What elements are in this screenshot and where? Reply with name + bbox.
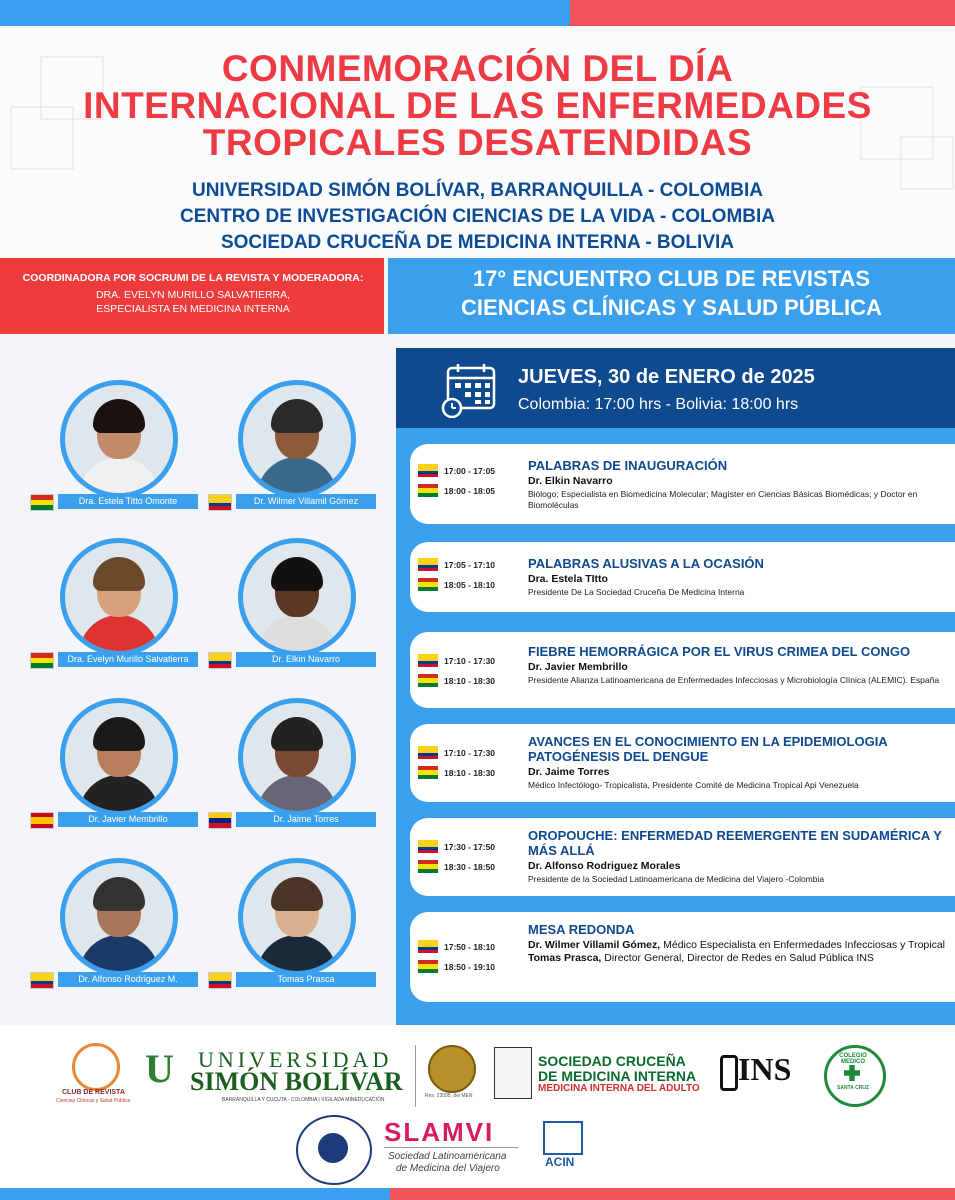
time-bolivia: 18:30 - 18:50 <box>444 862 496 872</box>
coordinator-role: ESPECIALISTA EN MEDICINA INTERNA <box>96 303 290 315</box>
agenda-speaker: Dr. Javier Membrillo <box>528 661 628 673</box>
slamvi-sub1: Sociedad Latinoamericana <box>388 1151 507 1162</box>
date-band <box>396 348 955 428</box>
agenda-item <box>410 632 955 708</box>
speaker-photo <box>65 385 173 493</box>
bolivia-flag-icon <box>418 484 438 497</box>
agenda-item <box>410 444 955 524</box>
agenda-title: AVANCES EN EL CONOCIMIENTO EN LA EPIDEMIOLOGIA PATOGÉNESIS DEL DENGUE <box>528 734 888 764</box>
venezuela-flag-icon <box>208 812 232 829</box>
speaker-photo <box>243 543 351 651</box>
agenda-item <box>410 724 955 802</box>
time-bolivia: 18:10 - 18:30 <box>444 676 496 686</box>
slamvi-text: SLAMVI <box>384 1117 495 1147</box>
speaker-photo-ring <box>60 698 178 816</box>
speaker-card <box>30 858 200 988</box>
title-line: INTERNACIONAL DE LAS ENFERMEDADES <box>83 85 872 126</box>
agenda-description: Presidente De La Sociedad Cruceña De Medicina Interna <box>528 587 745 597</box>
speaker-card <box>208 858 378 988</box>
speaker-photo-ring <box>238 858 356 976</box>
bolivia-flag-icon <box>418 578 438 591</box>
time-colombia: 17:10 - 17:30 <box>444 656 496 666</box>
speaker-photo <box>65 703 173 811</box>
speaker-photo <box>243 703 351 811</box>
speaker-photo-ring <box>238 698 356 816</box>
colombia-flag-icon <box>418 464 438 477</box>
speaker-card <box>208 698 378 828</box>
bolivia-flag-icon <box>30 494 54 511</box>
bottom-blue-bar <box>0 1188 390 1200</box>
institution-line: UNIVERSIDAD SIMÓN BOLÍVAR, BARRANQUILLA - COLOMBIA <box>191 180 764 201</box>
socrumi-line1: SOCIEDAD CRUCEÑA <box>538 1053 686 1069</box>
top-blue-bar <box>0 0 570 26</box>
speaker-photo <box>65 543 173 651</box>
bolivia-flag-icon <box>30 652 54 669</box>
time-bolivia: 18:10 - 18:30 <box>444 768 496 778</box>
socrumi-logo-icon <box>494 1047 532 1099</box>
agenda-item <box>410 912 955 1002</box>
colombia-flag-icon <box>418 654 438 667</box>
event-line: 17° ENCUENTRO CLUB DE REVISTAS <box>472 266 871 291</box>
socrumi-line3: MEDICINA INTERNA DEL ADULTO <box>538 1083 700 1094</box>
panelist-description: Director General, Director de Redes en Salud Pública INS <box>604 952 874 964</box>
socrumi-line2: DE MEDICINA INTERNA <box>538 1068 697 1084</box>
bolivia-flag-icon <box>418 860 438 873</box>
institutions-list <box>0 178 955 256</box>
time-colombia: 17:00 - 17:05 <box>444 466 496 476</box>
speaker-card <box>30 698 200 828</box>
agenda-description: Presidente de la Sociedad Latinoamericana de Medicina del Viajero -Colombia <box>528 874 825 884</box>
colombia-flag-icon <box>208 972 232 989</box>
acin-text: ACIN <box>545 1155 575 1169</box>
calendar-icon <box>440 362 498 418</box>
panelist-name: Dr. Wilmer Villamil Gómez, <box>528 939 661 951</box>
speaker-name: Tomas Prasca <box>236 972 376 987</box>
speaker-name: Dr. Jaime Torres <box>236 812 376 827</box>
sponsors-footer <box>0 1025 955 1188</box>
event-banner <box>388 258 955 334</box>
acreditacion-text: Res. 23095, del MEN <box>425 1093 473 1099</box>
coordinator-heading: COORDINADORA POR SOCRUMI DE LA REVISTA Y MODERADORA: <box>22 272 364 284</box>
speaker-photo-ring <box>60 538 178 656</box>
usb-main-text: SIMÓN BOLÍVAR <box>190 1067 403 1096</box>
time-colombia: 17:30 - 17:50 <box>444 842 496 852</box>
agenda-item <box>410 542 955 612</box>
colombia-flag-icon <box>418 746 438 759</box>
colombia-flag-icon <box>30 972 54 989</box>
time-colombia: 17:50 - 18:10 <box>444 942 496 952</box>
speaker-photo <box>243 385 351 493</box>
agenda-speaker: Dr. Jaime Torres <box>528 766 610 778</box>
bolivia-flag-icon <box>418 766 438 779</box>
title-line: CONMEMORACIÓN DEL DÍA <box>221 48 734 89</box>
speaker-card <box>208 380 378 510</box>
colegio-text: COLEGIO MEDICO <box>839 1053 867 1065</box>
institution-line: CENTRO DE INVESTIGACIÓN CIENCIAS DE LA VIDA - COLOMBIA <box>179 206 775 227</box>
agenda-description: Médico Infectólogo- Tropicalista, Presidente Comité de Medicina Tropical Api Venezuela <box>528 780 859 790</box>
globe-icon <box>318 1133 348 1163</box>
speaker-photo-ring <box>238 538 356 656</box>
panelist-name: Tomas Prasca, <box>528 952 602 964</box>
speaker-card <box>208 538 378 668</box>
colombia-flag-icon <box>418 940 438 953</box>
speaker-photo-ring <box>60 380 178 498</box>
agenda-title: MESA REDONDA <box>528 922 635 937</box>
speaker-name: Dr. Wilmer Villamil Gómez <box>236 494 376 509</box>
agenda-title: OROPOUCHE: ENFERMEDAD REEMERGENTE EN SUDAMÉRICA Y MÁS ALLÁ <box>528 828 942 858</box>
colombia-flag-icon <box>208 494 232 511</box>
time-colombia: 17:10 - 17:30 <box>444 748 496 758</box>
time-bolivia: 18:05 - 18:10 <box>444 580 496 590</box>
speaker-photo-ring <box>60 858 178 976</box>
speaker-name: Dra. Evelyn Murillo Salvatierra <box>58 652 198 667</box>
club-revista-subtitle: Ciencias Clínicas y Salud Pública <box>56 1098 131 1104</box>
time-colombia: 17:05 - 17:10 <box>444 560 496 570</box>
speaker-photo <box>243 863 351 971</box>
agenda-speaker: Dr. Elkin Navarro <box>528 475 613 487</box>
speaker-name: Dr. Alfonso Rodriguez M. <box>58 972 198 987</box>
time-bolivia: 18:50 - 19:10 <box>444 962 496 972</box>
coordinator-name: DRA. EVELYN MURILLO SALVATIERRA, <box>95 289 291 301</box>
bottom-red-bar <box>390 1188 955 1200</box>
page-title <box>0 50 955 161</box>
agenda-description: Biólogo; Especialista en Biomedicina Molecular; Magíster en Ciencias Básicas Biomédicas; y Doctor en Biomoléculas <box>528 489 918 510</box>
acreditacion-seal-icon <box>428 1045 476 1093</box>
acin-logo-icon <box>543 1121 583 1155</box>
ins-logo-icon <box>720 1055 738 1091</box>
colombia-flag-icon <box>418 840 438 853</box>
agenda-title: PALABRAS ALUSIVAS A LA OCASIÓN <box>528 556 764 571</box>
event-date: JUEVES, 30 de ENERO de 2025 <box>518 366 815 388</box>
speaker-name: Dr. Javier Membrillo <box>58 812 198 827</box>
event-times: Colombia: 17:00 hrs - Bolivia: 18:00 hrs <box>518 396 799 413</box>
usb-logo-icon: U <box>145 1046 174 1091</box>
bolivia-flag-icon <box>418 674 438 687</box>
club-revista-name: CLUB DE REVISTA <box>62 1089 125 1096</box>
spain-flag-icon <box>30 812 54 829</box>
speaker-card <box>30 538 200 668</box>
coordinator-box <box>0 258 384 334</box>
speaker-name: Dr. Elkin Navarro <box>236 652 376 667</box>
panelist-description: Médico Especialista en Enfermedades Infecciosas y Tropical <box>663 939 945 951</box>
event-line: CIENCIAS CLÍNICAS Y SALUD PÚBLICA <box>461 295 882 320</box>
colombia-flag-icon <box>208 652 232 669</box>
time-bolivia: 18:00 - 18:05 <box>444 486 496 496</box>
agenda-title: FIEBRE HEMORRÁGICA POR EL VIRUS CRIMEA DEL CONGO <box>528 644 911 659</box>
usb-top-text: UNIVERSIDAD <box>198 1047 393 1072</box>
agenda-title: PALABRAS DE INAUGURACIÓN <box>528 458 728 473</box>
speaker-photo <box>65 863 173 971</box>
bolivia-flag-icon <box>418 960 438 973</box>
colegio-sub-text: SANTA CRUZ <box>837 1085 869 1091</box>
institution-line: SOCIEDAD CRUCEÑA DE MEDICINA INTERNA - BOLIVIA <box>220 232 734 253</box>
agenda-speaker: Dra. Estela TItto <box>528 573 608 585</box>
agenda-item <box>410 818 955 896</box>
speaker-photo-ring <box>238 380 356 498</box>
agenda-description: Presidente Alianza Latinoamericana de Enfermedades Infecciosas y Microbiología Clínica (ALEMIC). España <box>528 675 940 685</box>
top-red-bar <box>570 0 955 26</box>
speaker-card <box>30 380 200 510</box>
speaker-name: Dra. Estela Titto Omonte <box>58 494 198 509</box>
colombia-flag-icon <box>418 558 438 571</box>
slamvi-sub2: de Medicina del Viajero <box>396 1163 500 1174</box>
usb-sub-text: BARRANQUILLA Y CUCUTA - COLOMBIA | VIGILADA MINEDUCACIÓN <box>222 1097 385 1103</box>
title-line: TROPICALES DESATENDIDAS <box>202 122 753 163</box>
ins-text: INS <box>738 1051 792 1087</box>
agenda-speaker: Dr. Alfonso Rodriguez Morales <box>528 860 681 872</box>
club-revista-logo-icon <box>72 1043 120 1091</box>
